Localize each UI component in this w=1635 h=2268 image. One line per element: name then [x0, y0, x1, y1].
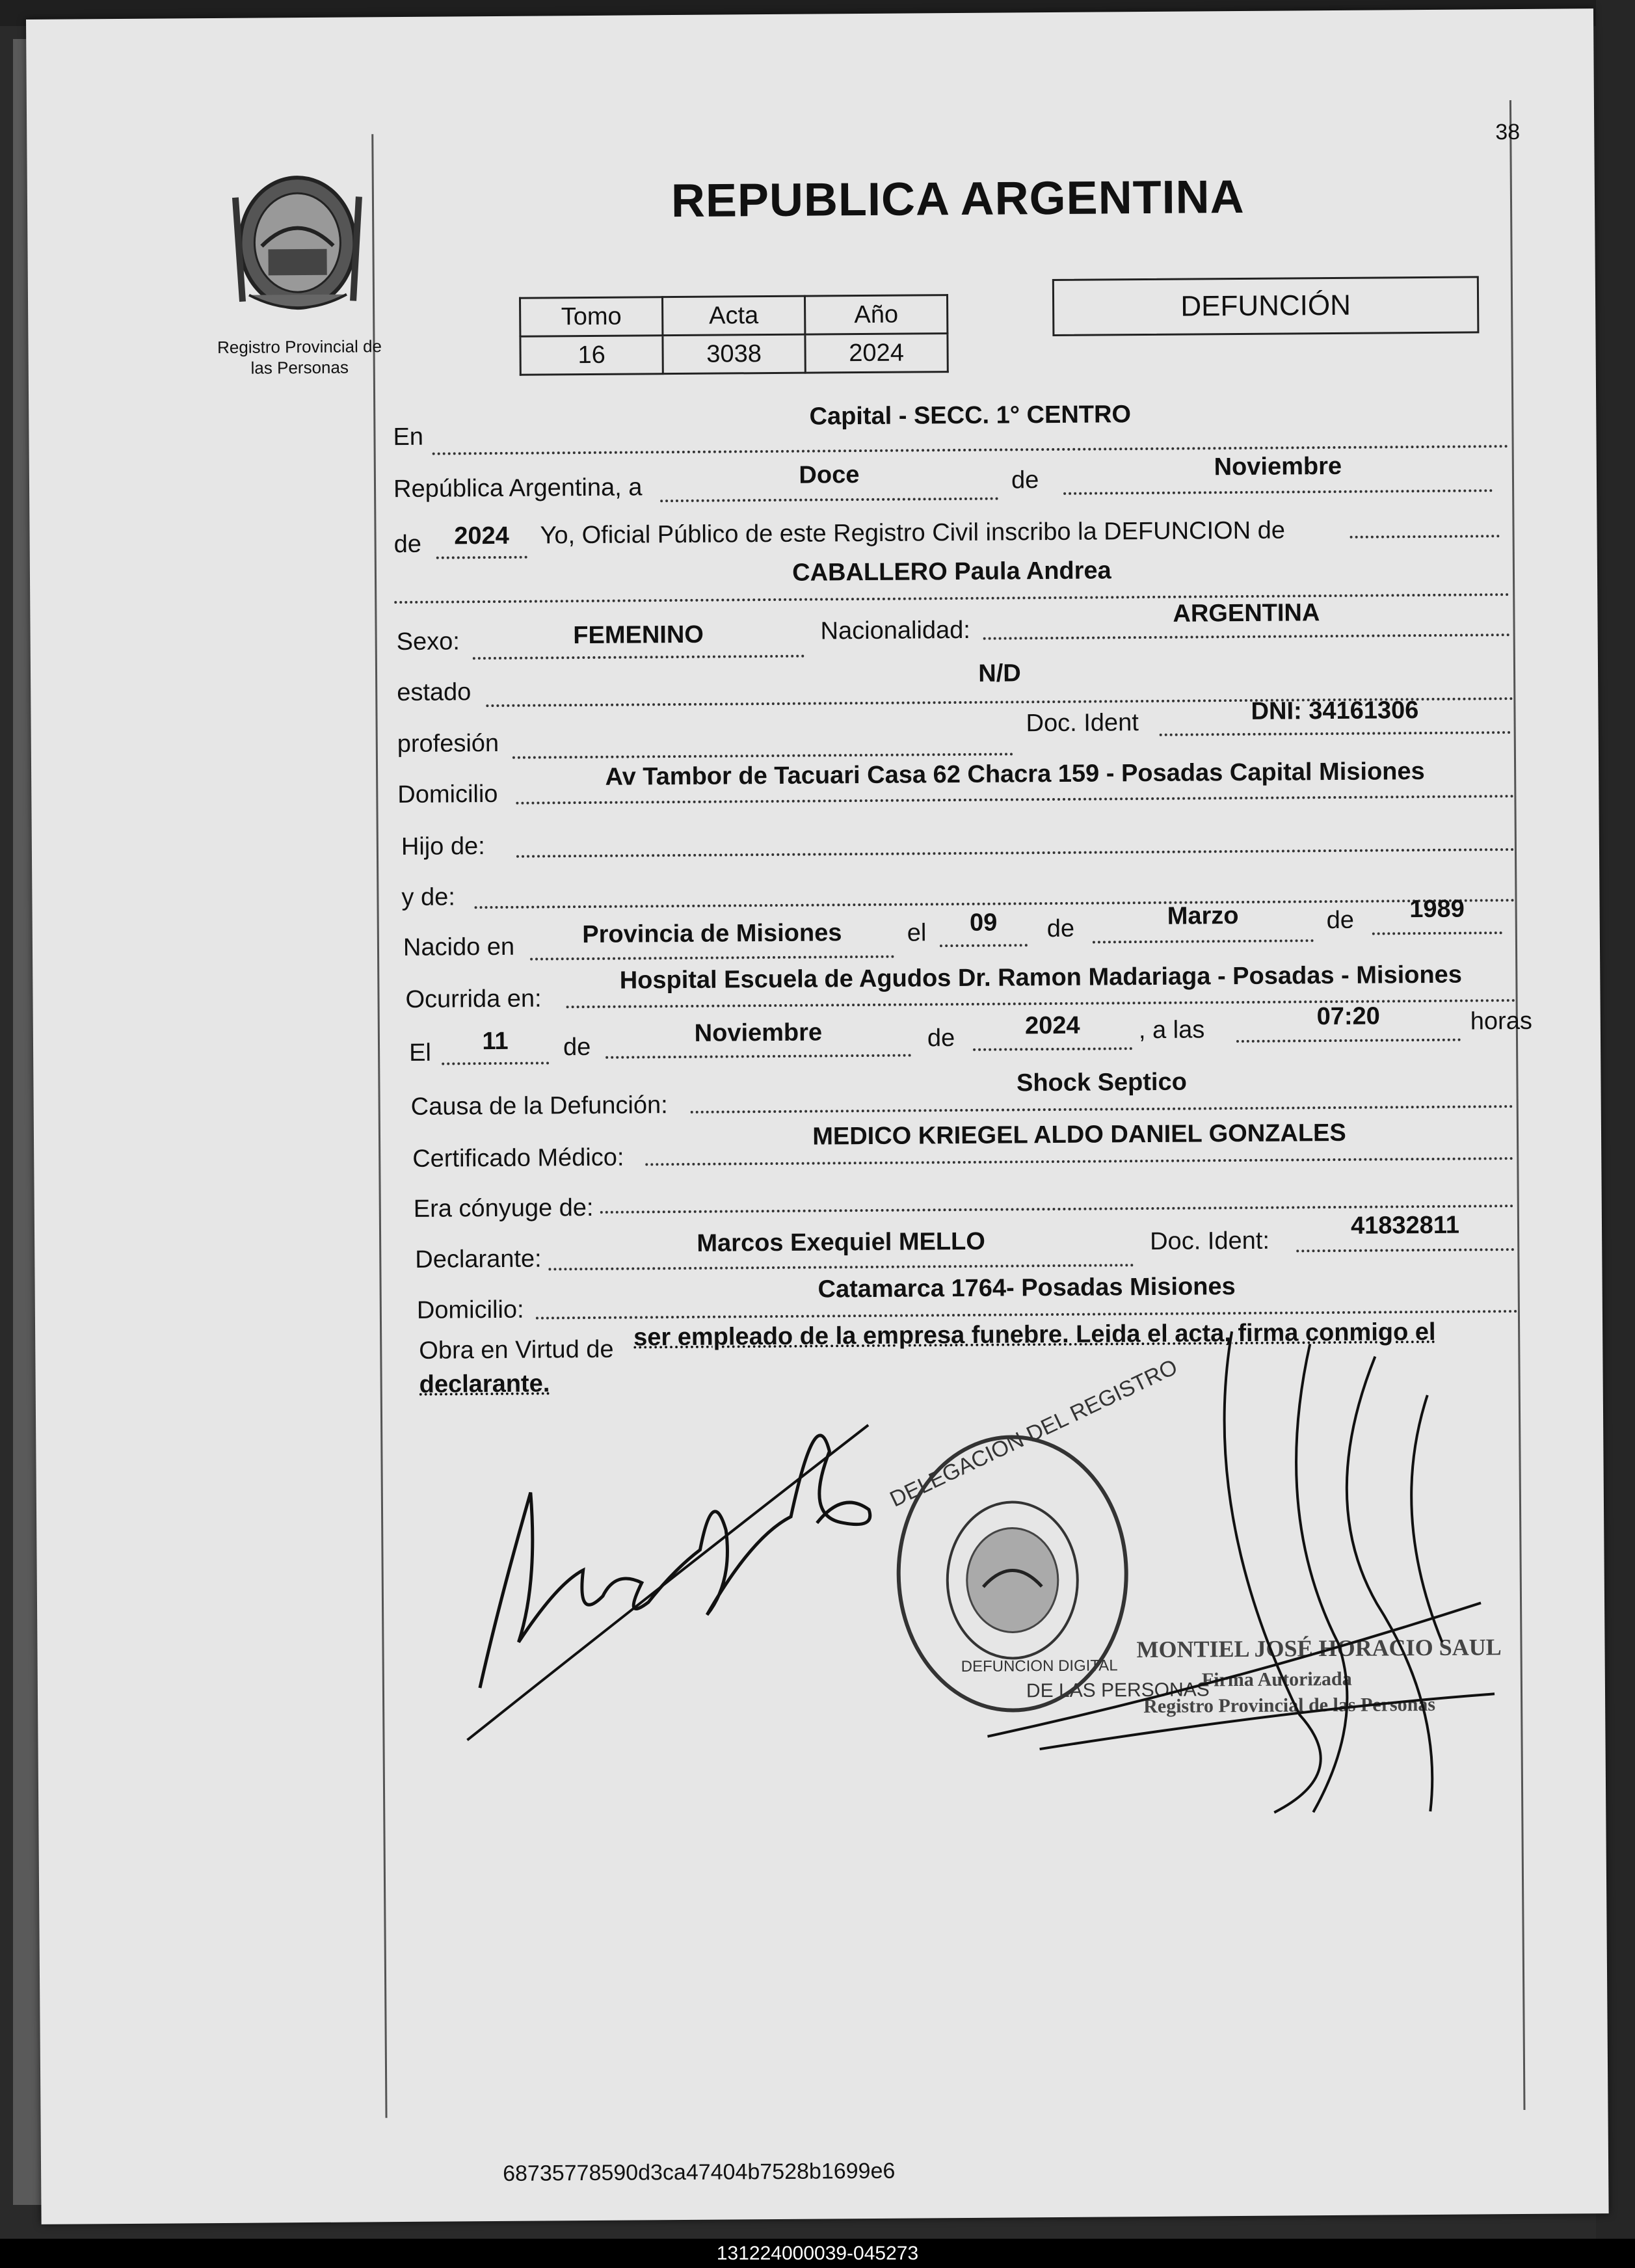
deceased-name: CABALLERO Paula Andrea — [792, 557, 1111, 587]
value-acta: 3038 — [663, 334, 805, 374]
year-dots — [436, 556, 527, 559]
death-month-dots — [605, 1054, 911, 1059]
declarante-value: Marcos Exequiel MELLO — [697, 1227, 986, 1257]
obra-label: Obra en Virtud de — [419, 1335, 614, 1365]
profesion-label: profesión — [397, 729, 499, 758]
official-stamp-line3: Registro Provincial de las Personas — [1143, 1693, 1436, 1718]
republica-label: República Argentina, a — [393, 474, 643, 503]
a-las-label: , a las — [1138, 1016, 1205, 1045]
doc-ident-value: DNI: 34161306 — [1251, 697, 1419, 725]
decl-domicilio-label: Domicilio: — [416, 1296, 524, 1324]
day-dots — [660, 498, 998, 503]
ocurrida-label: Ocurrida en: — [405, 985, 542, 1013]
birth-month: Marzo — [1167, 902, 1239, 930]
inscribo-dots — [1350, 535, 1500, 539]
document-page — [26, 8, 1609, 2224]
el-label: el — [907, 919, 927, 947]
estado-label: estado — [397, 678, 472, 707]
causa-dots — [691, 1105, 1513, 1114]
death-year-dots — [973, 1047, 1132, 1051]
official-stamp-line2: Firma Autorizada — [1201, 1668, 1352, 1691]
death-year: 2024 — [1024, 1011, 1080, 1040]
registry-label-line1: Registro Provincial de — [217, 336, 382, 357]
day-value: Doce — [799, 461, 860, 489]
death-day-dots — [442, 1061, 549, 1065]
svg-text:DEFUNCION DIGITAL: DEFUNCION DIGITAL — [961, 1657, 1118, 1676]
record-type-box: DEFUNCIÓN — [1052, 276, 1480, 336]
birth-day: 09 — [969, 909, 998, 937]
birth-year: 1989 — [1409, 895, 1465, 924]
en-label: En — [393, 423, 424, 451]
year-value: 2024 — [454, 522, 509, 550]
en-value: Capital - SECC. 1° CENTRO — [809, 401, 1132, 431]
sexo-value: FEMENINO — [573, 620, 704, 650]
signatures-area — [451, 1316, 1560, 1832]
nacionalidad-dots — [983, 634, 1510, 640]
conyuge-label: Era cónyuge de: — [413, 1194, 594, 1223]
hijo-label: Hijo de: — [401, 833, 485, 861]
official-stamp-line1: MONTIEL JOSÉ HORACIO SAUL — [1136, 1634, 1502, 1663]
el2-label: El — [408, 1039, 432, 1067]
nacido-label: Nacido en — [403, 933, 515, 961]
yde-dots — [475, 899, 1515, 909]
death-day: 11 — [482, 1027, 509, 1056]
month-dots — [1063, 489, 1493, 495]
month-value: Noviembre — [1214, 452, 1342, 481]
birth-de2-label: de — [1326, 906, 1355, 935]
domicilio-label: Domicilio — [397, 780, 498, 809]
document-title: REPUBLICA ARGENTINA — [671, 170, 1245, 228]
nacido-dots — [530, 955, 894, 961]
nacionalidad-value: ARGENTINA — [1173, 599, 1320, 628]
obra-value: ser empleado de la empresa funebre. Leida el acta, firma conmigo el — [633, 1318, 1436, 1352]
birth-year-dots — [1372, 931, 1502, 935]
ocurrida-value: Hospital Escuela de Agudos Dr. Ramon Madariaga - Posadas - Misiones — [619, 961, 1463, 994]
hijo-dots — [516, 848, 1515, 858]
official-signature — [1224, 1330, 1444, 1813]
decl-doc-label: Doc. Ident: — [1150, 1227, 1270, 1255]
header-tomo: Tomo — [520, 297, 663, 337]
declarant-signature — [478, 1435, 871, 1688]
declarante-dots — [548, 1264, 1134, 1270]
profesion-dots — [512, 753, 1013, 758]
svg-text:DE LAS PERSONAS: DE LAS PERSONAS — [1026, 1679, 1210, 1702]
record-table — [519, 294, 949, 376]
doc-ident-label: Doc. Ident — [1026, 709, 1139, 738]
registry-label-line2: las Personas — [250, 357, 349, 378]
page-number: 38 — [1495, 119, 1521, 145]
value-ano: 2024 — [805, 334, 948, 373]
footer-code: 131224000039-045273 — [0, 2239, 1635, 2268]
doc-ident-dots — [1160, 731, 1511, 736]
value-tomo: 16 — [520, 336, 663, 375]
death-month: Noviembre — [694, 1019, 823, 1047]
death-time: 07:20 — [1316, 1002, 1380, 1031]
death-de-label: de — [563, 1033, 591, 1061]
domicilio-value: Av Tambor de Tacuari Casa 62 Chacra 159 - Posadas Capital Misiones — [605, 758, 1425, 791]
left-margin-line — [371, 134, 387, 2118]
sexo-label: Sexo: — [396, 628, 460, 656]
certificado-dots — [645, 1157, 1513, 1166]
birth-day-dots — [940, 944, 1028, 947]
estado-value: N/D — [978, 660, 1021, 687]
de-label: de — [1011, 466, 1039, 494]
de2-label: de — [393, 530, 422, 559]
header-acta: Acta — [663, 296, 805, 336]
birth-month-dots — [1093, 939, 1314, 943]
inscribo-text: Yo, Oficial Público de este Registro Civil inscribo la DEFUNCION de — [540, 516, 1286, 550]
sexo-dots — [473, 655, 804, 660]
causa-label: Causa de la Defunción: — [410, 1091, 668, 1121]
header-ano: Año — [804, 295, 947, 335]
svg-text:DELEGACION DEL REGISTRO: DELEGACION DEL REGISTRO — [886, 1354, 1182, 1512]
provincia-misiones-seal — [216, 170, 380, 315]
horas-label: horas — [1470, 1007, 1533, 1035]
certificado-label: Certificado Médico: — [412, 1143, 624, 1173]
registry-label — [192, 336, 406, 379]
causa-value: Shock Septico — [1016, 1068, 1188, 1097]
yde-label: y de: — [401, 883, 455, 912]
declarante-label: Declarante: — [415, 1245, 542, 1274]
obra-value-2: declarante. — [419, 1370, 550, 1398]
birth-de-label: de — [1046, 914, 1075, 943]
domicilio-dots — [516, 795, 1514, 805]
document-hash: 68735778590d3ca47404b7528b1699e6 — [503, 2158, 896, 2186]
decl-doc-value: 41832811 — [1350, 1211, 1460, 1240]
death-de2-label: de — [927, 1024, 955, 1052]
nacido-value: Provincia de Misiones — [582, 919, 842, 949]
nacionalidad-label: Nacionalidad: — [820, 616, 971, 645]
decl-domicilio-value: Catamarca 1764- Posadas Misiones — [818, 1273, 1236, 1303]
certificado-value: MEDICO KRIEGEL ALDO DANIEL GONZALES — [812, 1119, 1346, 1151]
decl-doc-dots — [1296, 1248, 1514, 1252]
death-time-dots — [1236, 1039, 1461, 1043]
